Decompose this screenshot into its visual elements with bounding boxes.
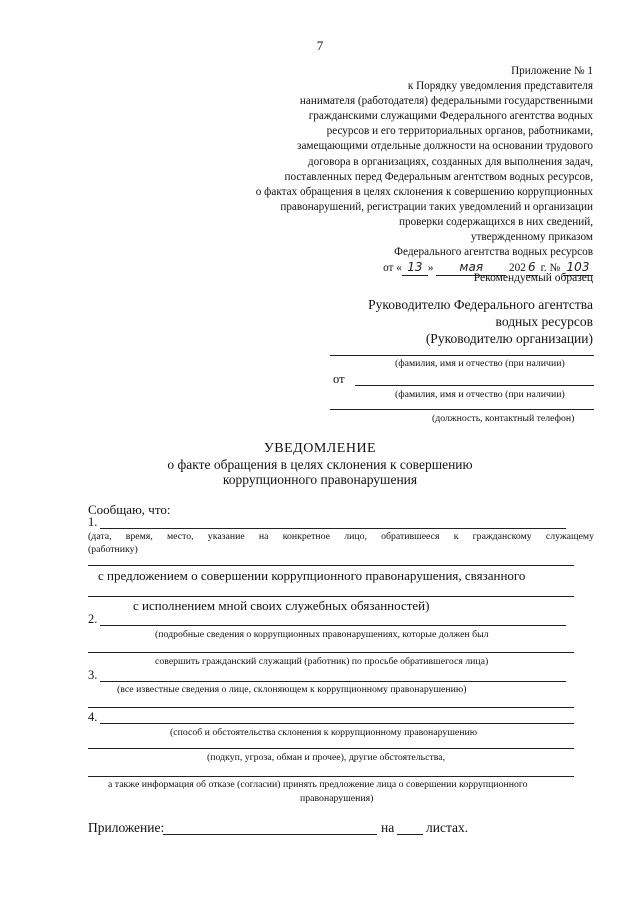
- sender-position-field[interactable]: [330, 409, 594, 410]
- item-2-field[interactable]: [100, 625, 566, 626]
- order-day: 13: [402, 260, 428, 276]
- item-3-field[interactable]: [100, 681, 566, 682]
- appendix-line: Федерального агентства водных ресурсов: [394, 246, 593, 259]
- addressee-line: Руководителю Федерального агентства: [368, 297, 593, 312]
- item-2-number: 2.: [88, 612, 98, 626]
- item-2-caption: совершить гражданский служащий (работник) по просьбе обратившегося лица): [155, 656, 489, 667]
- appendix-line: нанимателя (работодателя) федеральными государственными: [299, 95, 593, 108]
- attachment-description-field[interactable]: [163, 834, 377, 835]
- item-4-caption: правонарушения): [300, 793, 374, 804]
- document-subtitle: коррупционного правонарушения: [222, 472, 418, 487]
- addressee-block: [368, 296, 593, 347]
- item-4-number: 4.: [88, 710, 98, 724]
- document-title-block: [0, 441, 640, 488]
- addressee-name-caption: (фамилия, имя и отчество (при наличии): [395, 358, 565, 369]
- item-4-field[interactable]: [88, 776, 574, 777]
- item-1-number: 1.: [88, 515, 98, 529]
- item-2-caption: (подробные сведения о коррупционных правонарушениях, которые должен был: [155, 629, 489, 640]
- appendix-line: проверки содержащихся в них сведений,: [399, 215, 593, 228]
- appendix-line: Приложение № 1: [511, 65, 593, 77]
- document-title: УВЕДОМЛЕНИЕ: [263, 441, 377, 456]
- page-number: 7: [316, 38, 324, 53]
- appendix-line: утвержденному приказом: [470, 231, 593, 244]
- recommended-sample-label: Рекомендуемый образец: [473, 272, 593, 284]
- attachment-sheets-label: листах.: [426, 820, 469, 835]
- item-1-text: с предложением о совершении коррупционного правонарушения, связанного: [98, 568, 526, 583]
- from-label: от: [333, 372, 345, 386]
- appendix-line: замещающими отдельные должности на основании трудового: [297, 140, 593, 153]
- item-4-caption: (подкуп, угроза, обман и прочее), другие обстоятельства,: [207, 752, 446, 763]
- addressee-line: (Руководителю организации): [425, 331, 593, 346]
- appendix-line: ресурсов и его территориальных органов, работниками,: [326, 125, 593, 138]
- item-3-field[interactable]: [88, 707, 574, 708]
- appendix-line: правонарушений, регистрации таких уведомлений и организации: [280, 200, 593, 213]
- item-4-caption: а также информация об отказе (согласии) принять предложение лица о совершении коррупционного: [108, 779, 528, 790]
- item-1-caption: (дата, время, место, указание на конкретное лицо, обратившееся к гражданскому служащему: [88, 531, 594, 542]
- attachment-on-label: на: [381, 820, 395, 835]
- item-1-text: с исполнением мной своих служебных обязанностей): [133, 598, 430, 613]
- item-1-field[interactable]: [88, 596, 574, 597]
- report-intro: Сообщаю, что:: [88, 502, 171, 517]
- item-3-number: 3.: [88, 668, 98, 682]
- attachment-sheets-count-field[interactable]: [397, 834, 423, 835]
- sender-position-caption: (должность, контактный телефон): [432, 413, 575, 424]
- order-month: мая: [436, 260, 506, 276]
- item-1-caption: (работнику): [88, 544, 138, 555]
- sender-name-field[interactable]: [355, 385, 594, 386]
- item-4-field[interactable]: [88, 748, 574, 749]
- item-4-caption: (способ и обстоятельства склонения к коррупционному правонарушению: [170, 727, 478, 738]
- item-1-field[interactable]: [100, 528, 566, 529]
- addressee-line: водных ресурсов: [495, 314, 593, 329]
- item-1-field[interactable]: [88, 565, 574, 566]
- document-subtitle: о факте обращения в целях склонения к совершению: [167, 456, 473, 472]
- sender-name-caption: (фамилия, имя и отчество (при наличии): [395, 389, 565, 400]
- appendix-line: о фактах обращения в целях склонения к совершению коррупционных: [255, 185, 593, 198]
- item-3-caption: (все известные сведения о лице, склоняющем к коррупционному правонарушению): [117, 684, 467, 695]
- item-4-field[interactable]: [100, 723, 574, 724]
- item-2-field[interactable]: [88, 652, 574, 653]
- appendix-line: гражданскими служащими Федерального агентства водных: [308, 110, 593, 123]
- attachment-label: Приложение:: [88, 820, 165, 835]
- addressee-name-field[interactable]: [330, 355, 594, 356]
- appendix-line: поставленных перед Федеральным агентством водных ресурсов,: [284, 170, 593, 183]
- appendix-block: [153, 64, 593, 276]
- order-date-line: от « 13 » мая 202 6 г. № 103: [153, 260, 593, 276]
- appendix-line: договора в организациях, созданных для выполнения задач,: [307, 155, 593, 168]
- appendix-line: к Порядку уведомления представителя: [407, 80, 593, 93]
- order-year-digit: 6: [526, 260, 538, 276]
- order-number: 103: [563, 260, 593, 276]
